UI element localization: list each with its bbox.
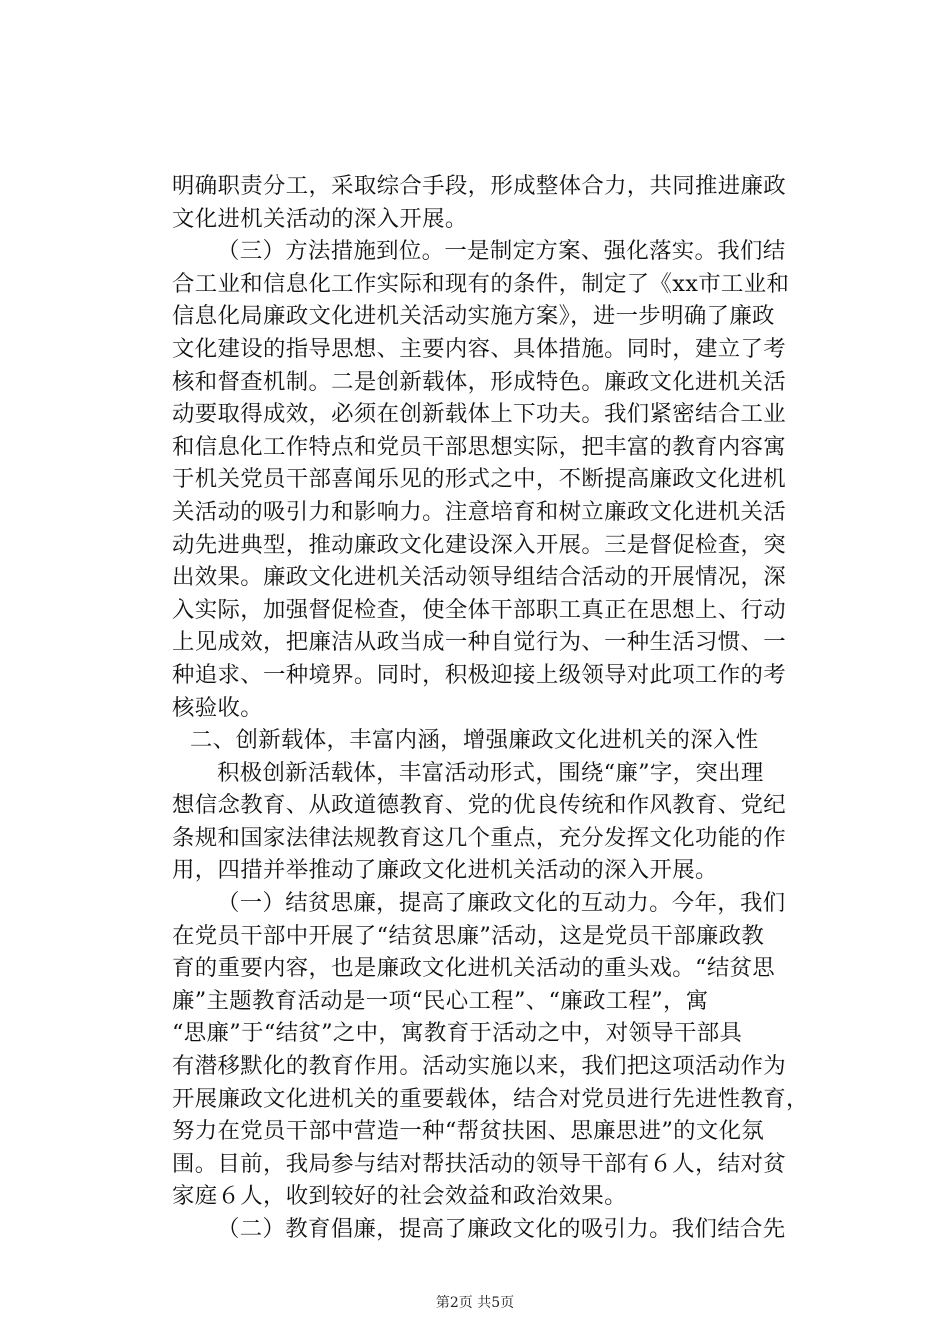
- text-line: 于机关党员干部喜闻乐见的形式之中，不断提高廉政文化进机: [172, 466, 786, 493]
- text-line: 开展廉政文化进机关的重要载体，结合对党员进行先进性教育，: [172, 1085, 809, 1112]
- text-line: 关活动的吸引力和影响力。注意培育和树立廉政文化进机关活: [172, 498, 786, 525]
- text-line: 廉”主题教育活动是一项“民心工程”、“廉政工程”，寓: [172, 987, 709, 1014]
- page-footer: 第2页 共5页: [435, 1295, 515, 1311]
- text-line: 入实际，加强督促检查，使全体干部职工真正在思想上、行动: [172, 596, 786, 623]
- text-line: 努力在党员干部中营造一种“帮贫扶困、思廉思进”的文化氛: [172, 1118, 765, 1145]
- text-line: 育的重要内容，也是廉政文化进机关活动的重头戏。“结贫思: [172, 955, 776, 982]
- document-body: [172, 170, 832, 1246]
- text-line: “思廉”于“结贫”之中，寓教育于活动之中，对领导干部具: [172, 1020, 743, 1047]
- text-line: 文化进机关活动的深入开展。: [172, 205, 468, 232]
- text-line: 二、创新载体，丰富内涵，增强廉政文化进机关的深入性: [190, 727, 759, 754]
- text-line: 上见成效，把廉洁从政当成一种自觉行为、一种生活习惯、一: [172, 629, 786, 656]
- text-line: 核验收。: [172, 694, 263, 721]
- text-line: 明确职责分工，采取综合手段，形成整体合力，共同推进廉政: [172, 173, 786, 199]
- text-line: 种追求、一种境界。同时，积极迎接上级领导对此项工作的考: [172, 661, 786, 688]
- text-line: 信息化局廉政文化进机关活动实施方案》，进一步明确了廉政: [172, 303, 775, 330]
- text-line: （一）结贫思廉，提高了廉政文化的互动力。今年，我们: [217, 890, 786, 917]
- text-line: 积极创新活载体，丰富活动形式，围绕“廉”字，突出理: [217, 759, 764, 786]
- text-line: 在党员干部中开展了“结贫思廉”活动，这是党员干部廉政教: [172, 922, 765, 949]
- text-line: 动要取得成效，必须在创新载体上下功夫。我们紧密结合工业: [172, 401, 786, 428]
- text-line: 条规和国家法律法规教育这几个重点，充分发挥文化功能的作: [172, 824, 786, 851]
- text-line: 合工业和信息化工作实际和现有的条件，制定了《xx市工业和: [172, 270, 790, 297]
- text-line: （二）教育倡廉，提高了廉政文化的吸引力。我们结合先: [217, 1216, 786, 1242]
- text-line: 文化建设的指导思想、主要内容、具体措施。同时，建立了考: [172, 335, 786, 362]
- text-line: 家庭６人，收到较好的社会效益和政治效果。: [172, 1183, 627, 1210]
- text-line: 动先进典型，推动廉政文化建设深入开展。三是督促检查，突: [172, 531, 786, 558]
- text-line: 有潜移默化的教育作用。活动实施以来，我们把这项活动作为: [172, 1053, 786, 1080]
- text-line: 用，四措并举推动了廉政文化进机关活动的深入开展。: [172, 857, 718, 884]
- text-line: 想信念教育、从政道德教育、党的优良传统和作风教育、党纪: [172, 792, 786, 819]
- text-line: 围。目前，我局参与结对帮扶活动的领导干部有６人，结对贫: [172, 1150, 786, 1177]
- text-line: 核和督查机制。二是创新载体，形成特色。廉政文化进机关活: [172, 368, 786, 395]
- text-line: 出效果。廉政文化进机关活动领导组结合活动的开展情况，深: [172, 564, 786, 591]
- text-line: （三）方法措施到位。一是制定方案、强化落实。我们结: [217, 238, 786, 265]
- text-line: 和信息化工作特点和党员干部思想实际，把丰富的教育内容寓: [172, 433, 786, 460]
